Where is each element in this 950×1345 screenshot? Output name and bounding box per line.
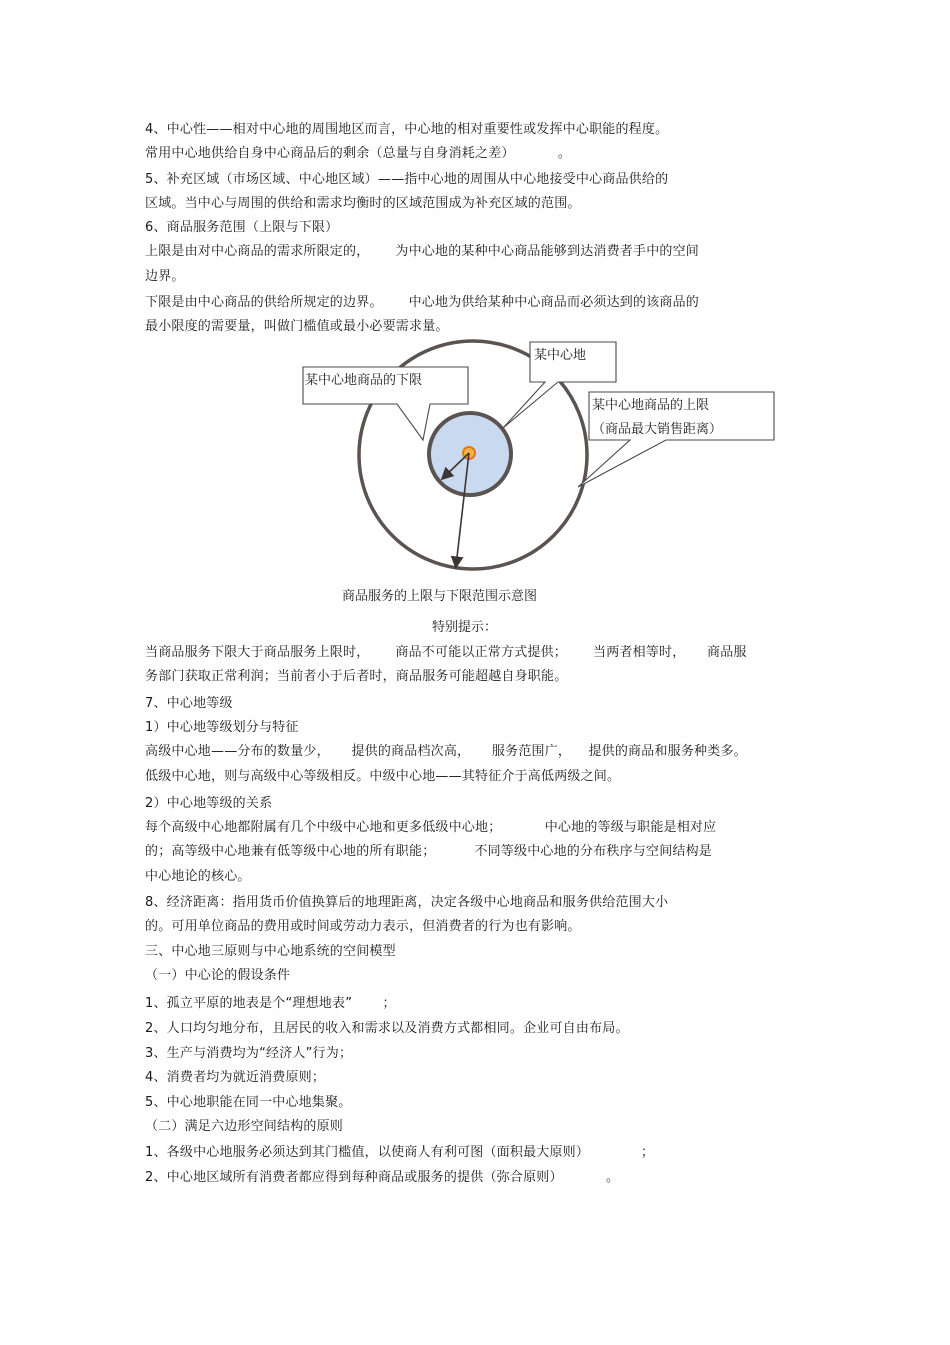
- line-7-2-c: 中心地论的核心。: [145, 869, 251, 884]
- line-upper-limit: 上限是由对中心商品的需求所限定的， 为中心地的某种中心商品能够到达消费者手中的空间: [145, 244, 699, 259]
- line-tip-1: 当商品服务下限大于商品服务上限时， 商品不可能以正常方式提供； 当两者相等时， 商品服: [145, 645, 747, 660]
- line-assumption-1: 1、孤立平原的地表是个“理想地表” ；: [145, 996, 396, 1011]
- line-section-3: 三、中心地三原则与中心地系统的空间模型: [145, 944, 396, 959]
- line-4-centrality-cont: 常用中心地供给自身中心商品后的剩余（总量与自身消耗之差） 。: [145, 146, 572, 161]
- line-principle-1: 1、各级中心地服务必须达到其门槛值，以使商人有利可图（面积最大原则） ；: [145, 1145, 655, 1160]
- line-8-b: 的。可用单位商品的费用或时间或劳动力表示，但消费者的行为也有影响。: [145, 919, 581, 934]
- line-assumptions-heading: （一）中心论的假设条件: [145, 968, 291, 983]
- line-upper-limit-cont: 边界。: [145, 269, 185, 284]
- line-principles-heading: （二）满足六边形空间结构的原则: [145, 1119, 344, 1134]
- line-5-complementary-cont: 区域。当中心与周围的供给和需求均衡时的区域范围成为补充区域的范围。: [145, 196, 581, 211]
- line-assumption-3: 3、生产与消费均为“经济人”行为；: [145, 1046, 353, 1061]
- callout-center-label: 某中心地: [534, 348, 587, 363]
- line-8-a: 8、经济距离：指用货币价值换算后的地理距离，决定各级中心地商品和服务供给范围大小: [145, 895, 669, 910]
- line-assumption-5: 5、中心地职能在同一中心地集聚。: [145, 1095, 352, 1110]
- line-assumption-2: 2、人口均匀地分布，且居民的收入和需求以及消费方式都相同。企业可自由布局。: [145, 1021, 629, 1036]
- line-tip-2: 务部门获取正常利润；当前者小于后者时，商品服务可能超越自身职能。: [145, 669, 568, 684]
- callout-upper-label-2: （商品最大销售距离）: [592, 422, 723, 437]
- line-7-2-b: 的；高等级中心地兼有低等级中心地的所有职能； 不同等级中心地的分布秩序与空间结构是: [145, 844, 712, 859]
- line-7-heading: 7、中心地等级: [145, 696, 233, 711]
- range-diagram: [0, 0, 950, 600]
- line-7-1-heading: 1）中心地等级划分与特征: [145, 720, 299, 735]
- line-7-1-low: 低级中心地，则与高级中心等级相反。中级中心地——其特征介于高低两级之间。: [145, 769, 621, 784]
- line-6-heading: 6、商品服务范围（上限与下限）: [145, 220, 339, 235]
- line-4-centrality: 4、中心性——相对中心地的周围地区而言，中心地的相对重要性或发挥中心职能的程度。: [145, 122, 669, 137]
- line-assumption-4: 4、消费者均为就近消费原则；: [145, 1070, 326, 1085]
- callout-lower-label: 某中心地商品的下限: [305, 373, 423, 388]
- line-lower-limit: 下限是由中心商品的供给所规定的边界。 中心地为供给某种中心商品而必须达到的该商品的: [145, 295, 699, 310]
- line-lower-limit-cont: 最小限度的需要量，叫做门槛值或最小必要需求量。: [145, 319, 449, 334]
- line-7-1-high: 高级中心地——分布的数量少， 提供的商品档次高， 服务范围广， 提供的商品和服务种类多。: [145, 744, 747, 759]
- line-7-2-heading: 2）中心地等级的关系: [145, 796, 273, 811]
- line-7-2-a: 每个高级中心地都附属有几个中级中心地和更多低级中心地； 中心地的等级与职能是相对应: [145, 820, 717, 835]
- callout-upper-label-1: 某中心地商品的上限: [592, 398, 710, 413]
- line-5-complementary: 5、补充区域（市场区域、中心地区域）——指中心地的周围从中心地接受中心商品供给的: [145, 172, 669, 187]
- tip-title: 特别提示：: [432, 620, 498, 635]
- figure-caption: 商品服务的上限与下限范围示意图: [342, 589, 538, 604]
- line-principle-2: 2、中心地区域所有消费者都应得到每种商品或服务的提供（弥合原则） 。: [145, 1170, 620, 1185]
